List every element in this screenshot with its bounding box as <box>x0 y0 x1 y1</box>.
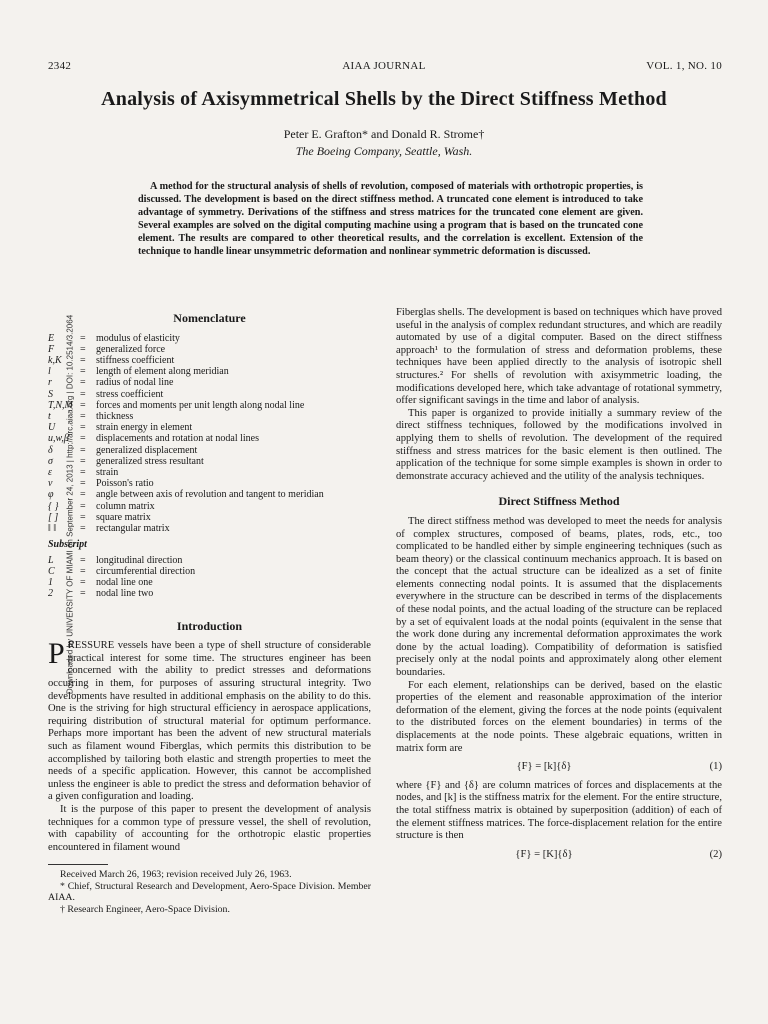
nomenclature-symbol: ν <box>48 478 53 490</box>
affiliation: The Boeing Company, Seattle, Wash. <box>295 144 473 158</box>
equation-1-body: {F} = [k]{δ} <box>516 761 572 773</box>
subscript-definition: nodal line one <box>96 577 153 589</box>
nomenclature-definition: angle between axis of revolution and tangent to meridian <box>96 489 324 501</box>
subscript-row <box>48 577 371 588</box>
nomenclature-definition: Poisson's ratio <box>96 478 154 490</box>
nomenclature-definition: generalized displacement <box>96 444 198 456</box>
nomenclature-equals: = <box>80 489 86 501</box>
nomenclature-row <box>48 489 371 500</box>
nomenclature-definition: stiffness coefficient <box>96 355 175 366</box>
journal-name: AIAA JOURNAL <box>342 60 426 72</box>
right-column <box>396 307 722 867</box>
nomenclature-definition: length of element along meridian <box>96 366 229 378</box>
nomenclature-equals: = <box>80 399 86 411</box>
download-watermark: Downloaded by UNIVERSITY OF MIAMI on September 24, 2013 | http://arc.aiaa.org | DOI: 10.2514/3.2064 <box>65 314 75 695</box>
nomenclature-row <box>48 467 371 478</box>
nomenclature-symbol: δ <box>48 444 53 456</box>
nomenclature-equals: = <box>80 500 86 512</box>
nomenclature-symbol: σ <box>48 455 53 467</box>
right-paragraph-5: where {F} and {δ} are column matrices of forces and displacements at the nodes, and [k] is the stiffness matrix for the element. For the entire structure, the total stiffness matrix is obtained by superposition (addition) of each of the element stiffness matrices. The force-displacement relation for the entire structure is then <box>396 779 722 842</box>
nomenclature-definition: generalized stress resultant <box>96 455 204 467</box>
nomenclature-symbol: U <box>48 422 56 434</box>
nomenclature-equals: = <box>80 433 86 445</box>
direct-stiffness-heading: Direct Stiffness Method <box>498 494 620 509</box>
paper-title: Analysis of Axisymmetrical Shells by the Direct Stiffness Method <box>101 88 667 110</box>
nomenclature-symbol: r <box>48 377 52 389</box>
nomenclature-definition: stress coefficient <box>96 388 164 400</box>
nomenclature-row <box>48 344 371 355</box>
nomenclature-definition: strain <box>96 467 119 479</box>
volume-info: VOL. 1, NO. 10 <box>646 60 722 72</box>
subscript-symbol: 2 <box>48 588 53 600</box>
nomenclature-equals: = <box>80 388 86 400</box>
nomenclature-row <box>48 400 371 411</box>
nomenclature-symbol: k,K <box>48 355 62 366</box>
abstract: A method for the structural analysis of shells of revolution, composed of materials with orthotropic properties, is discussed. The development is based on the direct stiffness method. A truncated cone element is introduced to take advantage of symmetry. Derivations of the stiffness and stress matrices for the truncated cone element are given. Several examples are solved on the digital computing machine using a program that is based on the truncated cone element. The results are compared to other theoretical results, and the correlation is excellent. Extension of the technique to handle linear unsymmetric deformation and nonlinear symmetric deformation is discussed. <box>138 181 643 257</box>
right-paragraph-4: For each element, relationships can be derived, based on the elastic properties of the element and reasonable approximation of the interior deformation of the element, giving the forces at the node points (equivalent to the distributed forces on the element boundaries) in terms of the displacements at the node points. These algebraic equations, written in matrix form are <box>396 679 722 754</box>
subscript-definition: longitudinal direction <box>96 554 183 566</box>
nomenclature-definition: square matrix <box>96 511 151 523</box>
nomenclature-symbol: l <box>48 366 51 378</box>
nomenclature-symbol: F <box>48 343 55 355</box>
nomenclature-row <box>48 366 371 377</box>
nomenclature-equals: = <box>80 343 86 355</box>
nomenclature-definition: rectangular matrix <box>96 523 170 535</box>
subscript-row <box>48 566 371 577</box>
right-paragraph-3: The direct stiffness method was developed to meet the needs for analysis of complex structures, composed of beams, plates, rods, etc., too complicated to be handled either by simple engineering techniques (such as beam theory) or the classical continuum mechanics approach. It is based on the concept that the actual structure can be idealized as a set of finite elements connecting nodal points. It is assumed that the displacements everywhere in the structure can be described in terms of the displacements of these nodal points, and the actual loading of the structure can be replaced by a set of equivalent loads at the nodal points (equivalent in the sense that the work done during any incremental deformation approximates the work done by the actual loading). Compatibility of deformation is satisfied precisely only at the nodal points and approximately along other element boundaries. <box>396 515 722 679</box>
nomenclature-symbol: u,w,β <box>48 433 69 445</box>
footnote-author-2: † Research Engineer, Aero-Space Division. <box>60 903 230 915</box>
equation-2 <box>396 849 722 862</box>
nomenclature-symbol: ε <box>48 467 52 479</box>
subscript-equals: = <box>80 554 86 566</box>
subscript-list <box>48 555 371 600</box>
right-paragraph-1: Fiberglas shells. The development is based on techniques which have proved useful in the analysis of complex redundant structures, and which are readily automated by use of a digital computer. Based on the direct stiffness approach¹ to the formulation of stress and deformation problems, these techniques have been applied directly to the analysis of isotropic shell structures.² For shells of revolution with axisymmetric loading, the modifications developed here, which take advantage of rotational symmetry, offer significant savings in the time and labor of analysis. <box>396 307 722 407</box>
nomenclature-definition: column matrix <box>96 500 155 512</box>
nomenclature-equals: = <box>80 455 86 467</box>
subscript-definition: circumferential direction <box>96 566 196 578</box>
nomenclature-row <box>48 411 371 422</box>
equation-1 <box>396 761 722 774</box>
page-number: 2342 <box>48 60 72 72</box>
nomenclature-symbol: ‖ ‖ <box>48 523 57 535</box>
footnote-received: Received March 26, 1963; revision received July 26, 1963. <box>60 869 292 881</box>
equation-2-body: {F} = [K]{δ} <box>515 848 573 860</box>
nomenclature-row <box>48 478 371 489</box>
nomenclature-equals: = <box>80 332 86 344</box>
left-column <box>48 312 371 915</box>
equation-2-number: (2) <box>709 848 722 860</box>
nomenclature-row <box>48 501 371 512</box>
nomenclature-equals: = <box>80 411 86 423</box>
nomenclature-equals: = <box>80 377 86 389</box>
subscript-row <box>48 555 371 566</box>
nomenclature-symbol: E <box>48 332 55 344</box>
footnote-author-1: * Chief, Structural Research and Development, Aero-Space Division. Member AIAA. <box>48 880 371 904</box>
intro-paragraph-1-text: RESSURE vessels have been a type of shell structure of considerable practical interest for some time. The structures engineer has been concerned with the ability to predict stresses and deformations occurring in them, for purposes of assuring structural integrity. Two developments have resulted in additional emphasis on the ability to do this. One is the striving for high structural efficiency in aerospace applications, requiring distribution of structural material for optimum performance. Perhaps more important has been the advent of new structural materials such as filament wound Fiberglas, which permits this distribution to be accomplished by tailoring both elastic and strength properties to meet the needs of a specific application. However, this cannot be accomplished unless the engineer is able to predict the stress and deformation behavior of a given configuration and loading. <box>48 640 371 803</box>
nomenclature-symbol: { } <box>48 500 59 512</box>
nomenclature-definition: strain energy in element <box>96 422 193 434</box>
nomenclature-symbol: [ ] <box>48 511 59 523</box>
nomenclature-symbol: S <box>48 388 53 400</box>
nomenclature-symbol: φ <box>48 489 54 501</box>
nomenclature-row <box>48 389 371 400</box>
nomenclature-equals: = <box>80 478 86 490</box>
nomenclature-row <box>48 456 371 467</box>
nomenclature-definition: forces and moments per unit length along nodal line <box>96 399 305 411</box>
subscript-equals: = <box>80 566 86 578</box>
subscript-symbol: C <box>48 566 55 578</box>
nomenclature-row <box>48 355 371 366</box>
nomenclature-symbol: T,N,M <box>48 399 73 411</box>
nomenclature-equals: = <box>80 523 86 535</box>
nomenclature-row <box>48 433 371 444</box>
subscript-symbol: 1 <box>48 577 53 589</box>
nomenclature-row <box>48 445 371 456</box>
nomenclature-definition: generalized force <box>96 343 166 355</box>
authors: Peter E. Grafton* and Donald R. Strome† <box>283 127 485 141</box>
nomenclature-definition: displacements and rotation at nodal lines <box>96 433 260 445</box>
subscript-definition: nodal line two <box>96 588 154 600</box>
subscript-heading: Subscript <box>48 539 87 551</box>
nomenclature-row <box>48 333 371 344</box>
subscript-symbol: L <box>48 554 54 566</box>
nomenclature-row <box>48 422 371 433</box>
nomenclature-symbol: t <box>48 411 51 423</box>
footnote-rule <box>48 864 108 865</box>
nomenclature-equals: = <box>80 467 86 479</box>
dropcap: P <box>48 637 65 671</box>
intro-paragraph-2: It is the purpose of this paper to present the development of analysis techniques for a common type of pressure vessel, the shell of revolution, with capability of accounting for the orthotropic elastic properties encountered in filament wound <box>48 803 371 853</box>
nomenclature-equals: = <box>80 444 86 456</box>
nomenclature-row <box>48 523 371 534</box>
nomenclature-row <box>48 377 371 388</box>
nomenclature-equals: = <box>80 511 86 523</box>
nomenclature-row <box>48 512 371 523</box>
nomenclature-equals: = <box>80 355 86 366</box>
nomenclature-definition: modulus of elasticity <box>96 332 180 344</box>
nomenclature-definition: thickness <box>96 411 134 423</box>
subscript-equals: = <box>80 577 86 589</box>
intro-paragraph-1 <box>48 637 371 804</box>
nomenclature-list <box>48 333 371 535</box>
subscript-row <box>48 588 371 599</box>
nomenclature-definition: radius of nodal line <box>96 377 174 389</box>
introduction-heading: Introduction <box>176 618 243 633</box>
nomenclature-heading: Nomenclature <box>173 311 246 325</box>
nomenclature-equals: = <box>80 366 86 378</box>
nomenclature-equals: = <box>80 422 86 434</box>
right-paragraph-2: This paper is organized to provide initially a summary review of the direct stiffness techniques, followed by the modifications involved in applying them to shells of revolution. The development of the required stiffness and stress matrices for the basic element is then outlined. The application of the technique for some simple examples is shown in order to demonstrate accuracy achieved and the utility of the analysis techniques. <box>396 407 722 482</box>
equation-1-number: (1) <box>709 761 722 773</box>
subscript-equals: = <box>80 588 86 600</box>
